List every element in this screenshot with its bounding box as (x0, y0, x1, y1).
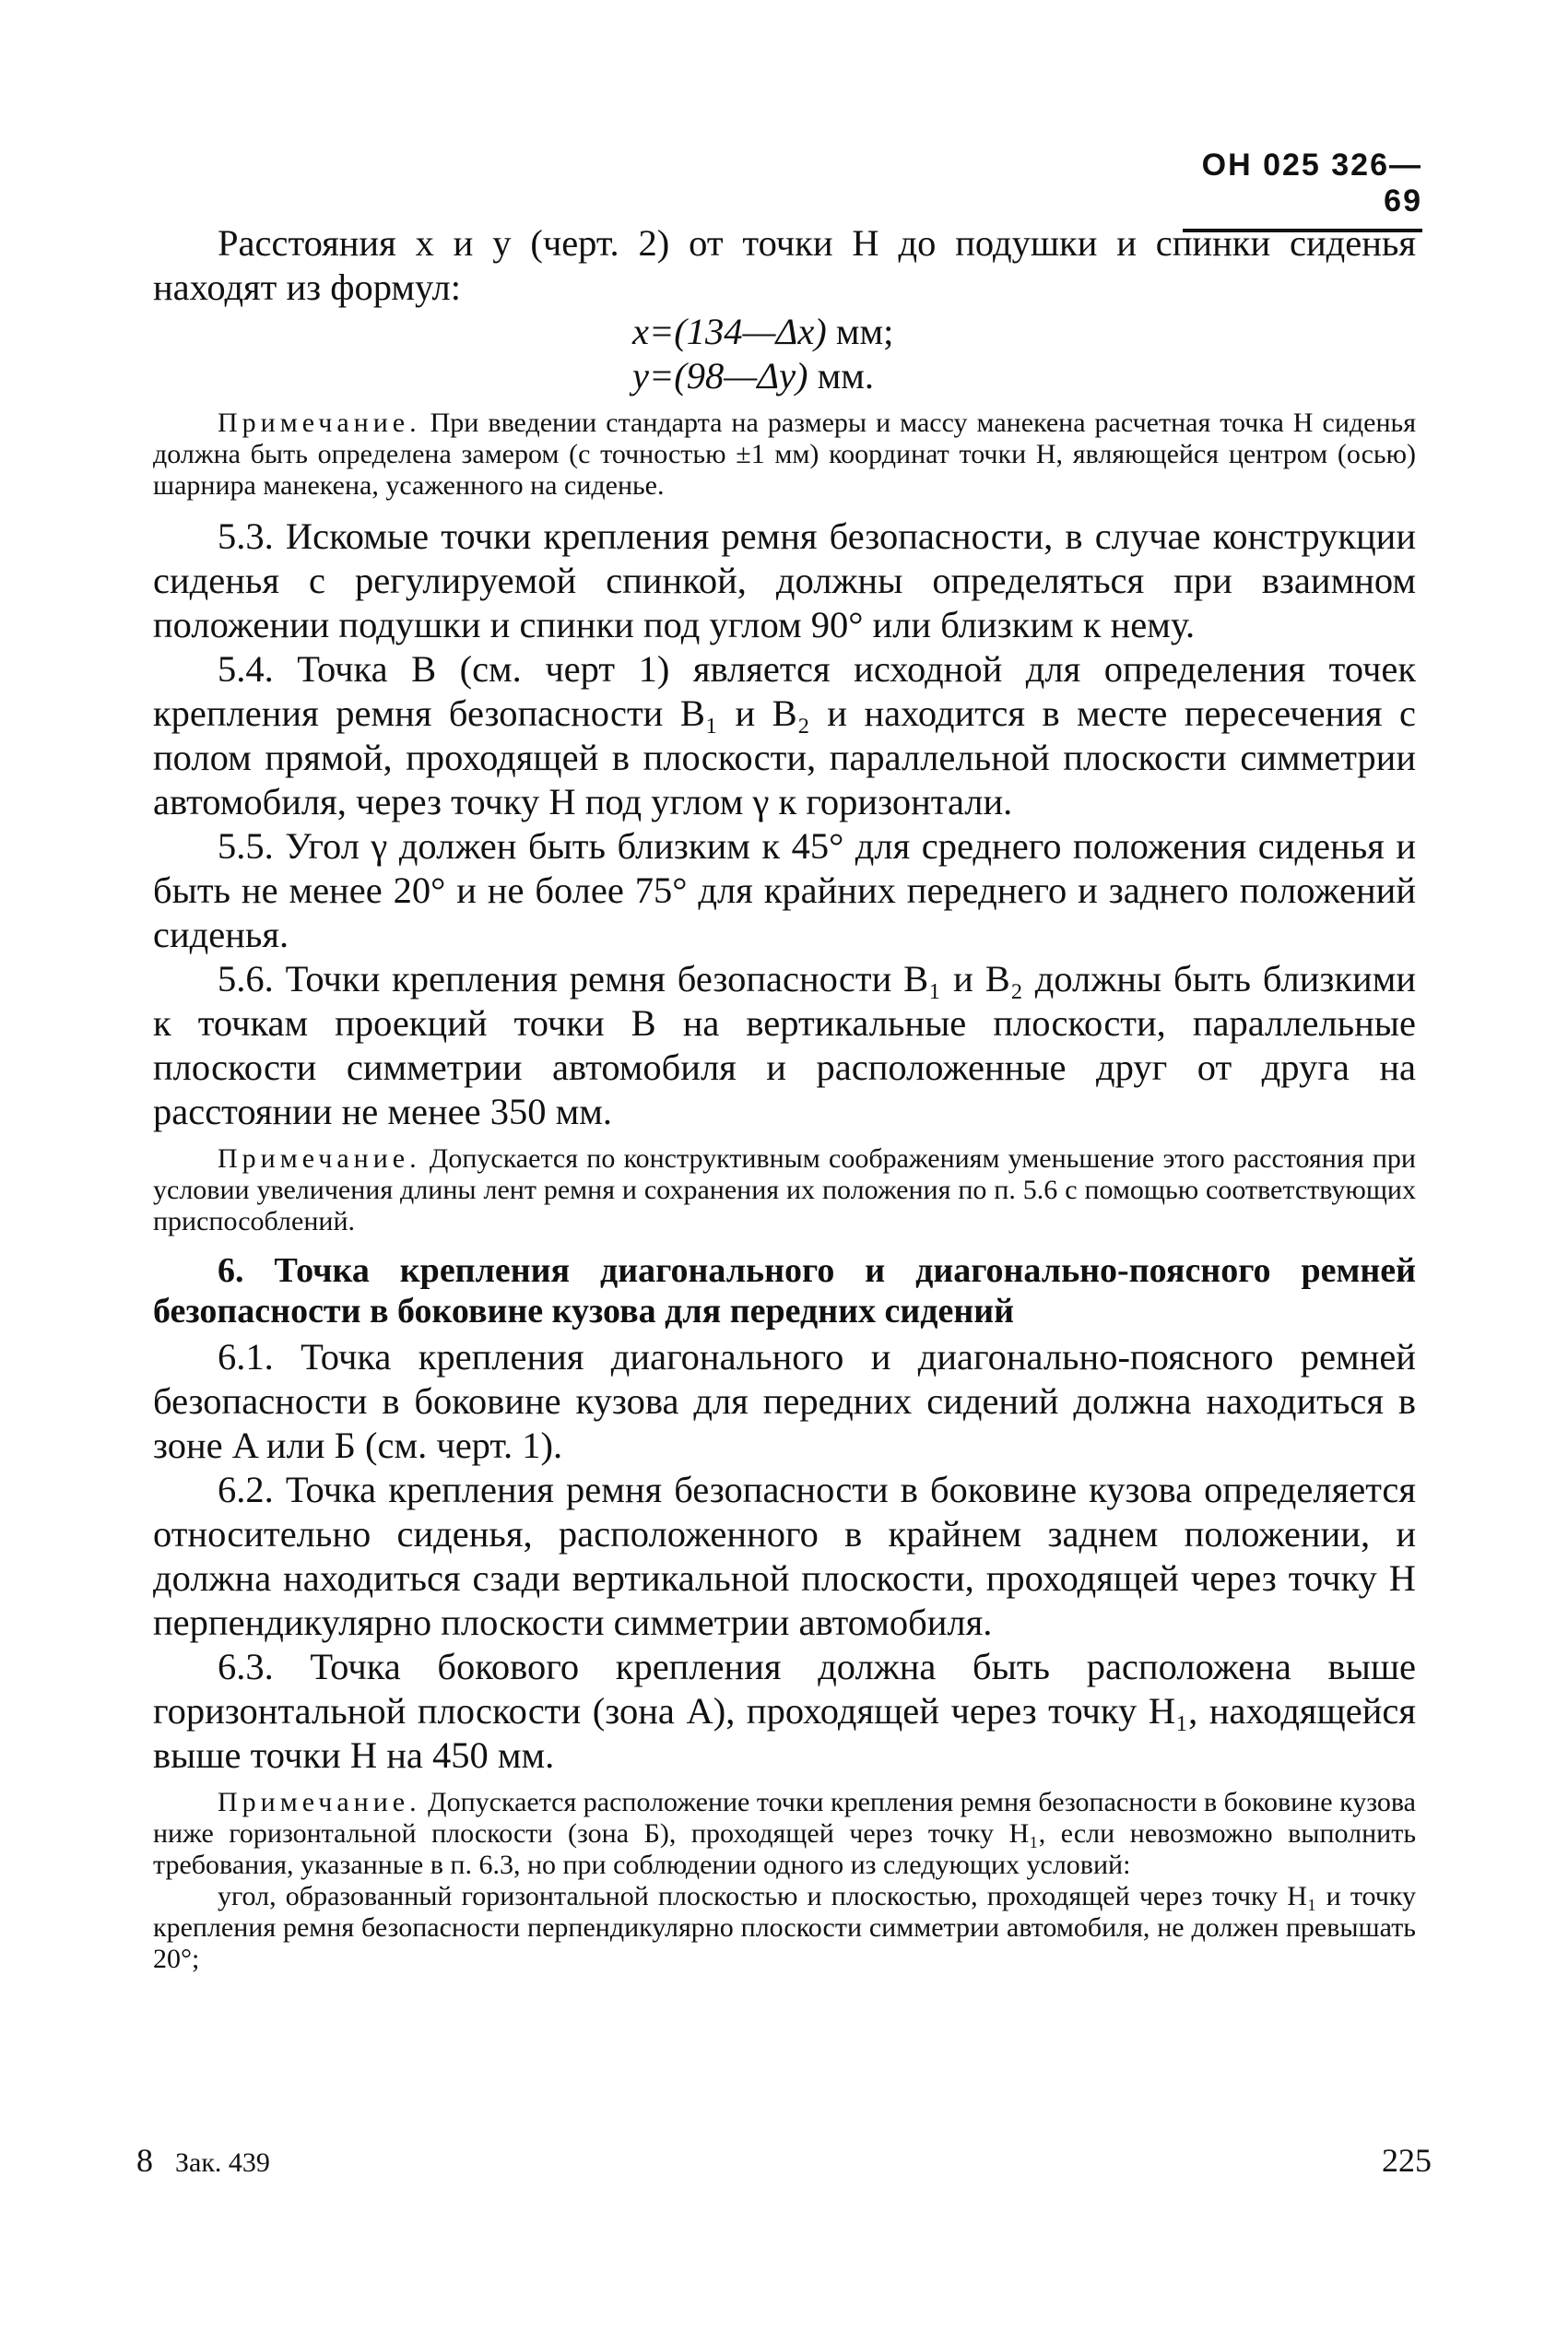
formula-x (153, 310, 1416, 354)
note-distance-reduction (153, 1143, 1416, 1237)
intro-paragraph: Расстояния x и y (черт. 2) от точки H до подушки и спинки сиденья находят из формул: (153, 222, 1416, 308)
footer-sheet-info (136, 2141, 270, 2180)
note-text: Допускается расположение точки крепления ремня безопасности в боковине кузова ниже горизонтальной плоскости (зона Б), проходящей через точку H₁, если невозможно выполнить требования, указанные в п. 6.3, но при соблюдении одного из следующих условий: (153, 1787, 1416, 1880)
note-condition: угол, образованный горизонтальной плоскостью и плоскостью, проходящей через точку H₁ и точку крепления ремня безопасности перпендикулярно плоскости симметрии автомобиля, не должен превышать 20°; (153, 1881, 1416, 1974)
clause-5-3: 5.3. Искомые точки крепления ремня безопасности, в случае конструкции сиденья с регулируемой спинкой, должны определяться при взаимном положении подушки и спинки под углом 90° или близким к нему. (153, 515, 1416, 645)
note-lower-zone (153, 1787, 1416, 1975)
note-dummy-standard (153, 408, 1416, 502)
formula-y-unit: мм. (808, 355, 875, 396)
clause-6-2: 6.2. Точка крепления ремня безопасности в боковине кузова определяется относительно сиденья, расположенного в крайнем заднем положении, и должна находиться сзади вертикальной плоскости, проходящей через точку H перпендикулярно плоскости симметрии автомобиля. (153, 1469, 1416, 1643)
clause-5-6: 5.6. Точки крепления ремня безопасности B₁ и B₂ должны быть близкими к точкам проекций точки B на вертикальные плоскости, параллельные плоскости симметрии автомобиля и расположенные друг от друга на расстоянии не менее 350 мм. (153, 958, 1416, 1132)
clause-6-3: 6.3. Точка бокового крепления должна быть расположена выше горизонтальной плоскости (зона A), проходящей через точку H₁, находящейся выше точки H на 450 мм. (153, 1646, 1416, 1776)
document-code-header: ОН 025 326—69 (1183, 148, 1422, 232)
note-label: Примечание. (218, 1143, 421, 1174)
formula-y (153, 354, 1416, 398)
formula-y-expr: y=(98—Δy) (632, 355, 808, 396)
note-text: При введении стандарта на размеры и массу манекена расчетная точка H сиденья должна быть определена замером (с точностью ±1 мм) координат точки H, являющейся центром (осью) шарнира манекена, усаженного на сиденье. (153, 408, 1416, 501)
page-number: 225 (1382, 2142, 1432, 2179)
clause-6-1: 6.1. Точка крепления диагонального и диагонально-поясного ремней безопасности в боковине кузова для передних сидений должна находиться в зоне A или Б (см. черт. 1). (153, 1336, 1416, 1466)
clause-5-4: 5.4. Точка B (см. черт 1) является исходной для определения точек крепления ремня безопасности B₁ и B₂ и находится в месте пересечения с полом прямой, проходящей в плоскости, параллельной плоскости симметрии автомобиля, через точку H под углом γ к горизонтали. (153, 648, 1416, 822)
page-content (153, 221, 1416, 1988)
clause-5-5: 5.5. Угол γ должен быть близким к 45° для среднего положения сиденья и быть не менее 20° и не более 75° для крайних переднего и заднего положений сиденья. (153, 825, 1416, 955)
section-6-title: 6. Точка крепления диагонального и диагонально-поясного ремней безопасности в боковине кузова для передних сидений (153, 1251, 1416, 1331)
sheet-number: 8 (136, 2142, 153, 2179)
formula-x-unit: мм; (826, 311, 894, 352)
note-label: Примечание. (218, 1787, 421, 1817)
note-text: Допускается по конструктивным соображениям уменьшение этого расстояния при условии увеличения длины лент ремня и сохранения их положения по п. 5.6 с помощью соответствующих приспособлений. (153, 1143, 1416, 1236)
note-label: Примечание. (218, 408, 421, 438)
order-number: Зак. 439 (175, 2147, 270, 2178)
formula-x-expr: x=(134—Δx) (632, 311, 827, 352)
